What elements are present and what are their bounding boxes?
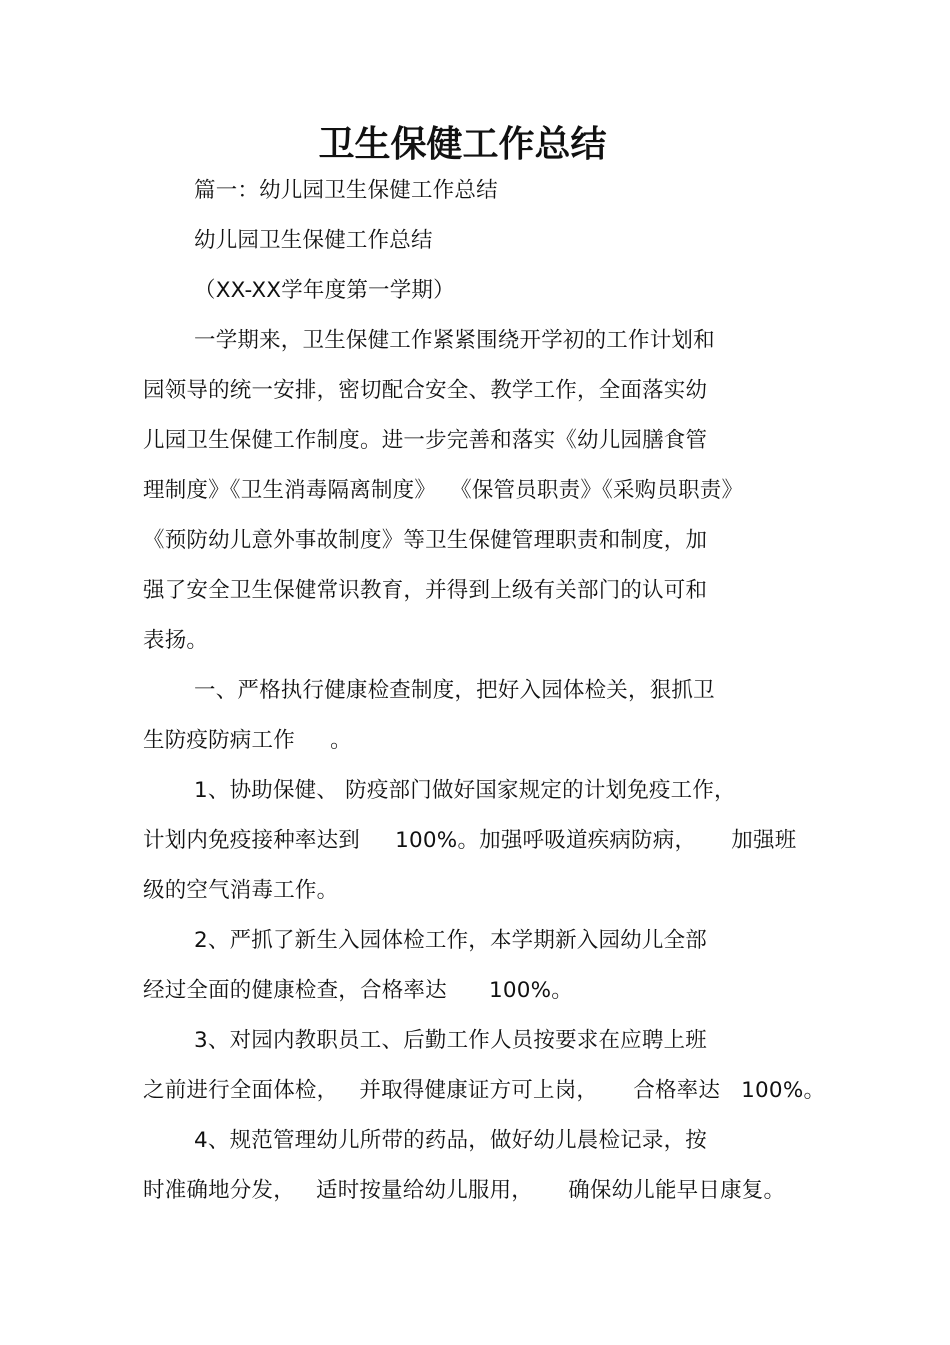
paragraph-line: 计划内免疫接种率达到 100%。加强呼吸道疾病防病， 加强班 [143,828,797,853]
paragraph-line: 1、协助保健、 防疫部门做好国家规定的计划免疫工作， [194,778,736,803]
paragraph-line: 园领导的统一安排，密切配合安全、教学工作，全面落实幼 [143,378,708,403]
paragraph-line: 理制度》《卫生消毒隔离制度》 《保管员职责》《采购员职责》 [143,478,744,503]
paragraph-line: 儿园卫生保健工作制度。进一步完善和落实《幼儿园膳食管 [143,428,708,453]
document-title: 卫生保健工作总结 [318,123,607,165]
paragraph-line: 《预防幼儿意外事故制度》等卫生保健管理职责和制度，加 [143,528,708,553]
paragraph-line: 经过全面的健康检查，合格率达 100%。 [143,978,573,1003]
section-heading-line: 篇一：幼儿园卫生保健工作总结 [194,178,498,203]
term-line: （XX-XX学年度第一学期） [194,278,455,303]
paragraph-line: 生防疫防病工作 。 [143,728,352,753]
paragraph-line: 时准确地分发， 适时按量给幼儿服用， 确保幼儿能早日康复。 [143,1178,786,1203]
paragraph-line: 3、对园内教职员工、后勤工作人员按要求在应聘上班 [194,1028,707,1053]
paragraph-line: 一学期来，卫生保健工作紧紧围绕开学初的工作计划和 [194,328,715,353]
paragraph-line: 强了安全卫生保健常识教育，并得到上级有关部门的认可和 [143,578,708,603]
paragraph-line: 一、严格执行健康检查制度，把好入园体检关，狠抓卫 [194,678,715,703]
paragraph-line: 之前进行全面体检， 并取得健康证方可上岗， 合格率达 100%。 [143,1078,826,1103]
paragraph-line: 表扬。 [143,628,209,653]
paragraph-line: 级的空气消毒工作。 [143,878,339,903]
paragraph-line: 2、严抓了新生入园体检工作，本学期新入园幼儿全部 [194,928,707,953]
subtitle-line: 幼儿园卫生保健工作总结 [194,228,433,253]
paragraph-line: 4、规范管理幼儿所带的药品，做好幼儿晨检记录，按 [194,1128,707,1153]
